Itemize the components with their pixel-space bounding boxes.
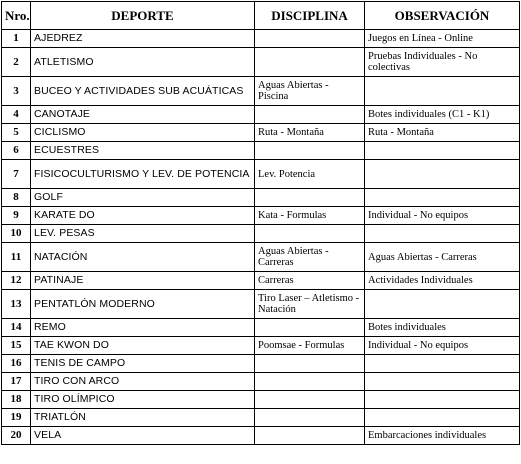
cell-disciplina	[255, 355, 365, 373]
table-row	[2, 207, 520, 225]
cell-deporte: ATLETISMO	[31, 48, 255, 77]
cell-deporte: TENIS DE CAMPO	[31, 355, 255, 373]
table-row	[2, 189, 520, 207]
cell-observacion	[365, 290, 520, 319]
cell-observacion: Individual - No equipos	[365, 207, 520, 225]
header-disciplina: DISCIPLINA	[255, 2, 365, 30]
cell-deporte: LEV. PESAS	[31, 225, 255, 243]
cell-nro: 17	[2, 373, 31, 391]
cell-disciplina	[255, 373, 365, 391]
cell-observacion	[365, 373, 520, 391]
table-row	[2, 142, 520, 160]
header-nro: Nro.	[2, 2, 31, 30]
cell-observacion: Juegos en Línea - Online	[365, 30, 520, 48]
cell-nro: 15	[2, 337, 31, 355]
table-row	[2, 48, 520, 77]
table-row	[2, 355, 520, 373]
cell-nro: 3	[2, 77, 31, 106]
table-row	[2, 77, 520, 106]
cell-deporte: TIRO CON ARCO	[31, 373, 255, 391]
cell-disciplina	[255, 106, 365, 124]
cell-disciplina: Kata - Formulas	[255, 207, 365, 225]
cell-deporte: TIRO OLÍMPICO	[31, 391, 255, 409]
table-row	[2, 243, 520, 272]
cell-deporte: AJEDREZ	[31, 30, 255, 48]
cell-nro: 11	[2, 243, 31, 272]
cell-nro: 9	[2, 207, 31, 225]
cell-nro: 5	[2, 124, 31, 142]
cell-nro: 16	[2, 355, 31, 373]
cell-observacion	[365, 160, 520, 189]
cell-nro: 2	[2, 48, 31, 77]
cell-nro: 14	[2, 319, 31, 337]
cell-disciplina: Poomsae - Formulas	[255, 337, 365, 355]
header-observacion: OBSERVACIÓN	[365, 2, 520, 30]
cell-deporte: TRIATLÓN	[31, 409, 255, 427]
cell-deporte: NATACIÓN	[31, 243, 255, 272]
cell-nro: 13	[2, 290, 31, 319]
cell-deporte: CICLISMO	[31, 124, 255, 142]
cell-nro: 20	[2, 427, 31, 445]
cell-disciplina	[255, 30, 365, 48]
cell-nro: 8	[2, 189, 31, 207]
table-row	[2, 409, 520, 427]
cell-observacion	[365, 142, 520, 160]
cell-nro: 7	[2, 160, 31, 189]
cell-nro: 1	[2, 30, 31, 48]
cell-deporte: REMO	[31, 319, 255, 337]
cell-disciplina	[255, 48, 365, 77]
cell-observacion	[365, 189, 520, 207]
cell-observacion: Actividades Individuales	[365, 272, 520, 290]
cell-nro: 10	[2, 225, 31, 243]
cell-disciplina: Carreras	[255, 272, 365, 290]
cell-deporte: PENTATLÓN MODERNO	[31, 290, 255, 319]
cell-observacion: Pruebas Individuales - No colectivas	[365, 48, 520, 77]
cell-observacion: Botes individuales (C1 - K1)	[365, 106, 520, 124]
cell-disciplina: Lev. Potencia	[255, 160, 365, 189]
cell-disciplina	[255, 319, 365, 337]
table-row	[2, 337, 520, 355]
cell-observacion	[365, 225, 520, 243]
table-row	[2, 427, 520, 445]
cell-deporte: KARATE DO	[31, 207, 255, 225]
cell-observacion	[365, 355, 520, 373]
cell-deporte: VELA	[31, 427, 255, 445]
cell-disciplina	[255, 189, 365, 207]
table-row	[2, 373, 520, 391]
cell-nro: 6	[2, 142, 31, 160]
table-row	[2, 30, 520, 48]
cell-disciplina: Tiro Laser – Atletismo - Natación	[255, 290, 365, 319]
cell-observacion: Embarcaciones individuales	[365, 427, 520, 445]
cell-nro: 19	[2, 409, 31, 427]
cell-observacion	[365, 409, 520, 427]
cell-disciplina: Ruta - Montaña	[255, 124, 365, 142]
sports-table	[1, 1, 520, 445]
cell-deporte: ECUESTRES	[31, 142, 255, 160]
cell-nro: 4	[2, 106, 31, 124]
cell-disciplina	[255, 142, 365, 160]
cell-disciplina: Aguas Abiertas - Carreras	[255, 243, 365, 272]
header-deporte: DEPORTE	[31, 2, 255, 30]
cell-disciplina	[255, 391, 365, 409]
cell-observacion	[365, 77, 520, 106]
cell-observacion: Aguas Abiertas - Carreras	[365, 243, 520, 272]
cell-observacion: Ruta - Montaña	[365, 124, 520, 142]
cell-deporte: BUCEO Y ACTIVIDADES SUB ACUÁTICAS	[31, 77, 255, 106]
cell-deporte: PATINAJE	[31, 272, 255, 290]
table-row	[2, 272, 520, 290]
table-row	[2, 319, 520, 337]
cell-observacion: Individual - No equipos	[365, 337, 520, 355]
table-header-row	[2, 2, 520, 30]
cell-deporte: GOLF	[31, 189, 255, 207]
cell-nro: 12	[2, 272, 31, 290]
table-row	[2, 160, 520, 189]
cell-disciplina	[255, 409, 365, 427]
cell-disciplina	[255, 225, 365, 243]
cell-disciplina: Aguas Abiertas - Piscina	[255, 77, 365, 106]
cell-observacion: Botes individuales	[365, 319, 520, 337]
cell-deporte: CANOTAJE	[31, 106, 255, 124]
cell-disciplina	[255, 427, 365, 445]
table-row	[2, 225, 520, 243]
table-row	[2, 106, 520, 124]
cell-observacion	[365, 391, 520, 409]
table-row	[2, 290, 520, 319]
table-row	[2, 124, 520, 142]
cell-deporte: TAE KWON DO	[31, 337, 255, 355]
cell-deporte: FISICOCULTURISMO Y LEV. DE POTENCIA	[31, 160, 255, 189]
table-row	[2, 391, 520, 409]
cell-nro: 18	[2, 391, 31, 409]
